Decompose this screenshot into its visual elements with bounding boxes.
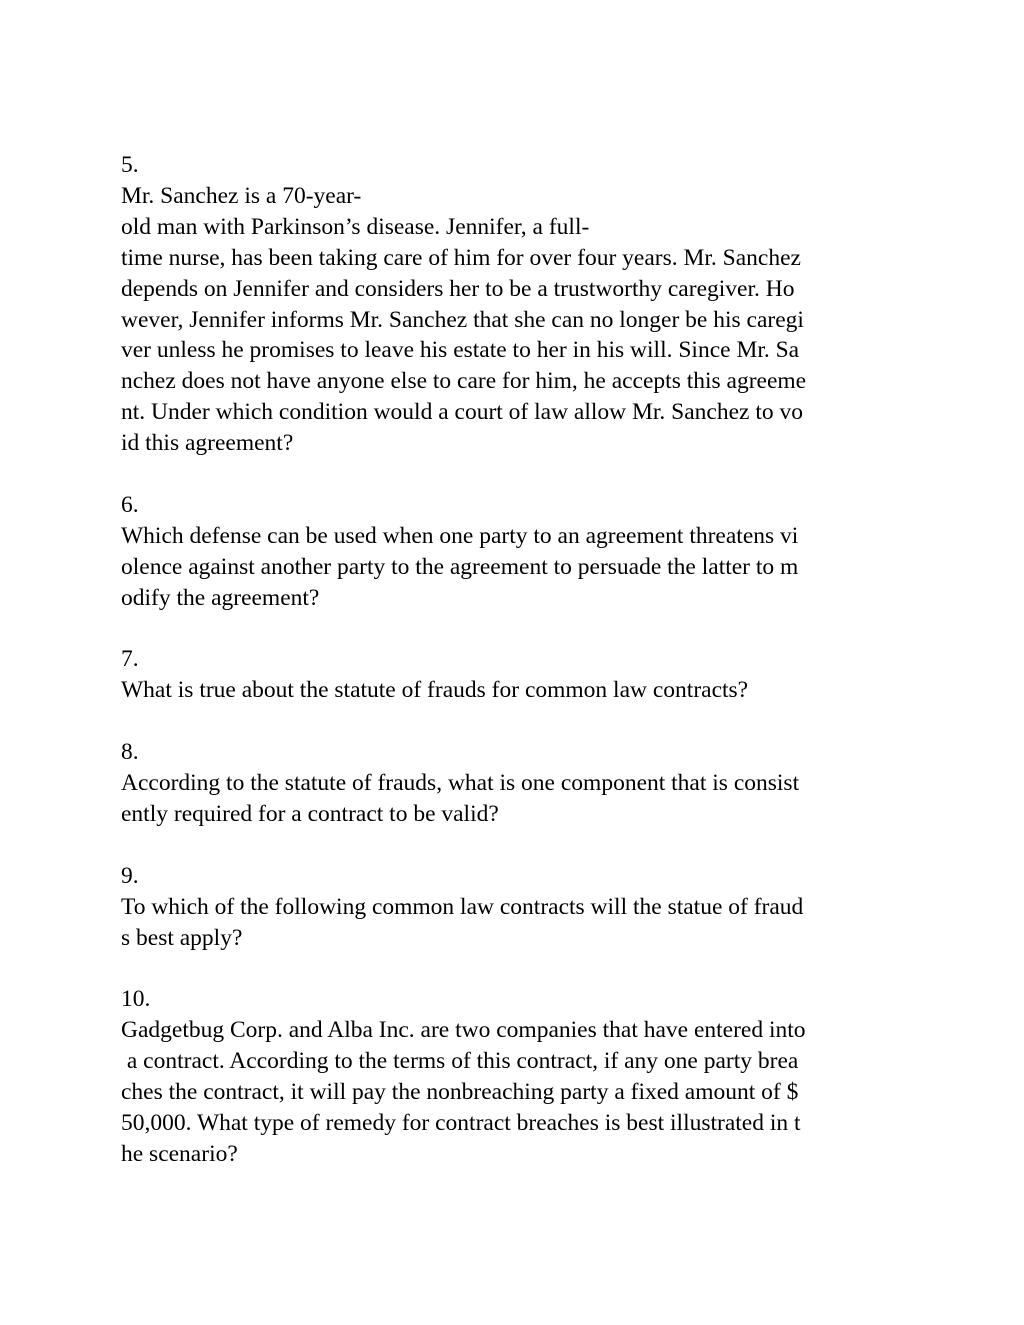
question-9 xyxy=(121,861,911,954)
question-text-line: a contract. According to the terms of this contract, if any one party brea xyxy=(121,1048,799,1075)
question-number: 8. xyxy=(121,739,139,766)
question-7 xyxy=(121,644,911,706)
question-text-line: id this agreement? xyxy=(121,430,294,457)
question-text-line: time nurse, has been taking care of him for over four years. Mr. Sanchez xyxy=(121,244,801,271)
question-text-line: According to the statute of frauds, what is one component that is consist xyxy=(121,770,800,797)
question-number: 5. xyxy=(121,152,139,178)
question-text-line: Gadgetbug Corp. and Alba Inc. are two companies that have entered into xyxy=(121,1017,806,1044)
question-6 xyxy=(121,490,911,614)
question-8 xyxy=(121,737,911,830)
question-number: 10. xyxy=(121,986,151,1013)
question-text-line: odify the agreement? xyxy=(121,584,320,611)
question-text-line: To which of the following common law contracts will the statue of fraud xyxy=(121,893,804,920)
question-text-line: depends on Jennifer and considers her to be a trustworthy caregiver. Ho xyxy=(121,275,795,302)
question-text-line: nchez does not have anyone else to care for him, he accepts this agreeme xyxy=(121,368,807,395)
question-text-line: s best apply? xyxy=(121,924,243,951)
question-10 xyxy=(121,984,911,1169)
question-text-line: What is true about the statute of frauds for common law contracts? xyxy=(121,677,749,704)
question-text-line: 50,000. What type of remedy for contract breaches is best illustrated in t xyxy=(121,1110,801,1137)
question-text-line: Mr. Sanchez is a 70-year- xyxy=(121,182,362,209)
question-number: 9. xyxy=(121,862,139,889)
question-text-line: ches the contract, it will pay the nonbreaching party a fixed amount of $ xyxy=(121,1079,799,1106)
question-number: 6. xyxy=(121,491,139,518)
question-text-line: ver unless he promises to leave his estate to her in his will. Since Mr. Sa xyxy=(121,337,800,364)
question-text-line: Which defense can be used when one party to an agreement threatens vi xyxy=(121,522,799,549)
question-number: 7. xyxy=(121,646,139,673)
question-text-line: ently required for a contract to be valid? xyxy=(121,800,499,827)
question-text-line: he scenario? xyxy=(121,1140,238,1167)
question-5 xyxy=(121,150,911,459)
question-text-line: olence against another party to the agreement to persuade the latter to m xyxy=(121,553,799,580)
question-text-line: old man with Parkinson’s disease. Jennifer, a full- xyxy=(121,213,590,240)
document-page xyxy=(121,150,911,1201)
question-text-line: nt. Under which condition would a court of law allow Mr. Sanchez to vo xyxy=(121,399,804,426)
question-text-line: wever, Jennifer informs Mr. Sanchez that she can no longer be his caregi xyxy=(121,306,804,333)
